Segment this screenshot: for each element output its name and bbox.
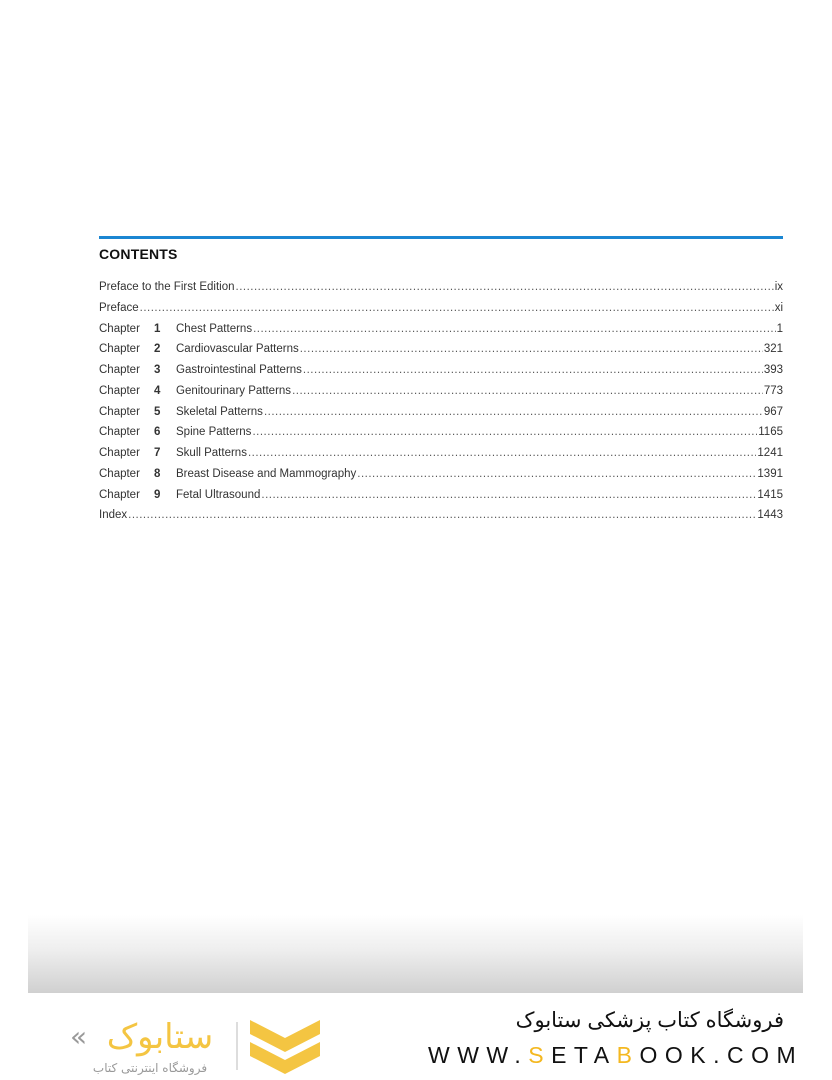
chapter-label: Chapter	[99, 364, 140, 376]
entry-page: ix	[774, 281, 783, 293]
toc-entry-chapter[interactable]	[99, 343, 783, 364]
chapter-number: 5	[154, 405, 161, 418]
toc-entry-chapter[interactable]	[99, 406, 783, 427]
toc-entry-chapter[interactable]	[99, 364, 783, 385]
svg-text:«: «	[70, 1020, 88, 1053]
leader-dots	[128, 509, 756, 521]
entry-page: 393	[763, 364, 783, 376]
toc-entry-index[interactable]	[99, 509, 783, 530]
toc-entry-chapter[interactable]	[99, 489, 783, 510]
entry-page: 321	[763, 343, 783, 356]
logo-subtitle: فروشگاه اینترنتی کتاب	[92, 1061, 208, 1075]
chapter-number: 8	[154, 467, 161, 480]
leader-dots	[252, 426, 757, 438]
entry-title: Cardiovascular Patterns	[176, 343, 299, 356]
leader-dots	[303, 364, 763, 376]
entry-title: Spine Patterns	[176, 426, 252, 439]
setabook-logo	[40, 1012, 330, 1078]
entry-title: Preface to the First Edition	[99, 281, 235, 293]
chapter-number: 4	[154, 384, 161, 397]
store-url[interactable]: WWW.SETABOOK.COM	[428, 1042, 804, 1068]
toc-entry-chapter[interactable]	[99, 323, 783, 344]
entry-page: 967	[763, 405, 783, 418]
entry-title: Genitourinary Patterns	[176, 384, 292, 397]
contents-heading: CONTENTS	[99, 246, 178, 262]
chapter-label: Chapter	[99, 467, 140, 480]
chapter-label: Chapter	[99, 426, 140, 439]
entry-page: 1241	[757, 447, 783, 459]
footer-shadow-band	[28, 915, 803, 993]
header-rule	[99, 236, 783, 239]
chapter-label: Chapter	[99, 405, 140, 418]
leader-dots	[261, 489, 756, 501]
entry-page: 773	[763, 384, 783, 397]
chapter-number: 2	[154, 343, 161, 356]
entry-page: 1391	[757, 467, 783, 480]
chapter-label: Chapter	[99, 488, 140, 501]
toc-entry-preface[interactable]	[99, 302, 783, 323]
entry-title: Skeletal Patterns	[176, 405, 263, 418]
chapter-label: Chapter	[99, 384, 140, 397]
chapter-number: 1	[154, 322, 161, 335]
leader-dots	[300, 343, 763, 355]
entry-title: Gastrointestinal Patterns	[176, 364, 302, 376]
chapter-label: Chapter	[99, 343, 140, 356]
logo-text: ستابوک	[106, 1017, 214, 1057]
store-name: فروشگاه کتاب پزشکی ستابوک	[515, 1009, 784, 1032]
entry-title: Breast Disease and Mammography	[176, 467, 357, 480]
chapter-label: Chapter	[99, 322, 140, 335]
toc-entry-chapter[interactable]	[99, 385, 783, 406]
entry-page: 1	[776, 322, 783, 335]
table-of-contents	[99, 281, 783, 530]
toc-entry-chapter[interactable]	[99, 447, 783, 468]
chapter-number: 6	[154, 426, 161, 439]
chapter-number: 9	[154, 488, 161, 501]
chapter-number: 7	[154, 447, 161, 459]
chevron-icon	[250, 1020, 320, 1074]
leader-dots	[248, 447, 756, 459]
toc-entry-chapter[interactable]	[99, 426, 783, 447]
entry-page: 1443	[757, 509, 783, 522]
entry-title: Preface	[99, 301, 139, 314]
chapter-number: 3	[154, 364, 161, 376]
leader-dots	[292, 385, 763, 397]
leader-dots	[357, 468, 756, 480]
toc-entry-chapter[interactable]	[99, 468, 783, 489]
entry-title: Skull Patterns	[176, 447, 247, 459]
entry-page: 1165	[758, 426, 783, 439]
leader-dots	[140, 302, 774, 314]
entry-title: Fetal Ultrasound	[176, 488, 261, 501]
chapter-label: Chapter	[99, 447, 140, 459]
leader-dots	[253, 323, 776, 335]
toc-entry-preface-first-edition[interactable]	[99, 281, 783, 302]
entry-title: Chest Patterns	[176, 322, 253, 335]
entry-title: Index	[99, 509, 128, 522]
entry-page: 1415	[757, 488, 783, 501]
leader-dots	[236, 281, 774, 293]
leader-dots	[264, 406, 763, 418]
entry-page: xi	[774, 301, 783, 314]
